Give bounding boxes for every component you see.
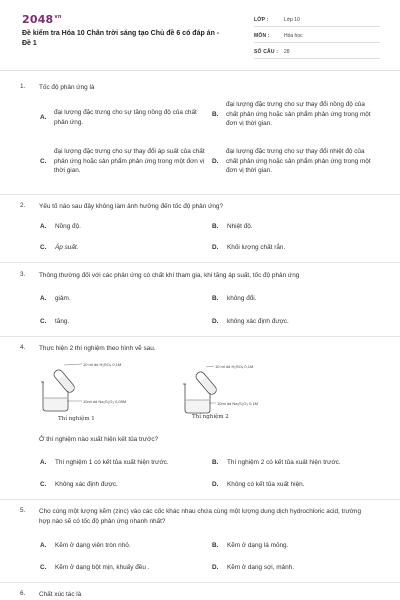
option-text: giảm. <box>55 295 71 302</box>
option-text: Kẽm ở dạng lá mỏng. <box>227 542 289 549</box>
option-label: D. <box>212 318 219 325</box>
meta-count-value: 28 <box>284 49 290 55</box>
option-label: C. <box>40 318 47 325</box>
question-stem: Thực hiện 2 thí nghiệm theo hình vẽ sau. <box>39 345 156 352</box>
question-stem: Cho cùng một lượng kẽm (zinc) vào các cốc khác nhau chứa cùng một lượng dung dịch hydrochloric acid, trường hợp nào sẽ có tốc độ phản ứng nhanh nhất? <box>39 508 362 525</box>
option-label: D. <box>212 158 219 165</box>
option-label: A. <box>40 223 47 230</box>
experiment-1-bottom-label: 10ml dd Na₂S₂O₃ 0,05M <box>83 399 127 404</box>
question-divider <box>0 262 400 263</box>
option-text: đại lượng đặc trưng cho sự thay đổi nhiệt độ của chất phản ứng hoặc sản phẩm phản ứng trong một đơn vị thời gian. <box>226 148 371 174</box>
experiment-1-caption: Thí nghiệm 1 <box>58 416 95 422</box>
question-divider <box>0 336 400 337</box>
meta-subject <box>254 33 380 39</box>
logo-suffix: vn <box>54 14 62 21</box>
question-divider <box>0 582 400 583</box>
option-text: Nhiệt độ. <box>227 223 253 230</box>
question-number: 3. <box>20 271 26 278</box>
option-label: A. <box>40 295 47 302</box>
option-text: Không xác định được. <box>55 481 118 488</box>
option-text: Kẽm ở dạng bột mịn, khuấy đều . <box>55 564 150 571</box>
question-number: 6. <box>20 590 26 597</box>
option-text: Khối lượng chất rắn. <box>227 244 286 251</box>
header-divider <box>0 70 400 71</box>
option-label: A. <box>40 459 47 466</box>
question-stem: Chất xúc tác là <box>39 591 82 598</box>
option-text: tăng. <box>55 318 70 325</box>
question-stem: Yếu tố nào sau đây không làm ảnh hưởng đến tốc độ phản ứng? <box>39 203 224 210</box>
option-label: B. <box>212 295 219 302</box>
option-text: Áp suất. <box>55 244 79 251</box>
question-number: 1. <box>20 83 26 90</box>
question-stem: Thông thường đối với các phản ứng có chất khí tham gia, khi tăng áp suất, tốc độ phản ứng <box>39 272 300 279</box>
option-label: C. <box>40 244 47 251</box>
meta-count-key: SỐ CÂU : <box>254 49 279 55</box>
option-label: C. <box>40 564 47 571</box>
document-title: Đề kiểm tra Hóa 10 Chân trời sáng tạo Chủ đề 6 có đáp án - Đề 1 <box>22 30 220 47</box>
question-number: 5. <box>20 507 26 514</box>
question-divider <box>0 499 400 500</box>
question-number: 2. <box>20 202 26 209</box>
meta-class-key: LỚP : <box>254 17 269 23</box>
meta-class-value: Lớp 10 <box>284 17 300 23</box>
question-number: 4. <box>20 344 26 351</box>
experiment-2-bottom-label: 10ml dd Na₂S₂O₃ 0,1M <box>217 401 258 406</box>
question-divider <box>0 194 400 195</box>
option-text: không xác định được. <box>227 318 289 325</box>
option-label: D. <box>212 564 219 571</box>
option-label: A. <box>40 542 47 549</box>
experiment-2-figure <box>180 362 310 428</box>
logo-text: 2048 <box>22 13 54 26</box>
option-text: đại lượng đặc trưng cho sự thay đổi nồng độ của chất phản ứng hoặc sản phẩm phản ứng trong một đơn vị thời gian. <box>226 101 371 127</box>
option-label: B. <box>212 111 219 118</box>
meta-divider <box>254 42 380 43</box>
option-text: Kẽm ở dạng viên tròn nhỏ. <box>55 542 131 549</box>
option-label: B. <box>212 542 219 549</box>
option-text: đại lượng đặc trưng cho sự thay đổi áp suất của chất phản ứng hoặc sản phẩm phản ứng trong một đơn vị thời gian. <box>54 148 205 174</box>
meta-divider <box>254 58 380 59</box>
site-logo[interactable] <box>22 13 62 26</box>
option-text: không đổi. <box>227 295 257 302</box>
question-sub-stem: Ở thí nghiệm nào xuất hiện kết tủa trước? <box>39 436 159 443</box>
option-text: Thí nghiệm 2 có kết tủa xuất hiện trước. <box>227 459 341 466</box>
option-label: D. <box>212 481 219 488</box>
option-text: đại lượng đặc trưng cho sự tăng nồng độ của chất phản ứng. <box>54 109 197 126</box>
page-header <box>0 0 400 66</box>
option-label: A. <box>40 114 47 121</box>
option-text: Nồng độ. <box>55 223 81 230</box>
experiment-2-caption: Thí nghiệm 2 <box>192 414 229 420</box>
option-text: Kẽm ở dạng sợi, mảnh. <box>227 564 294 571</box>
option-label: B. <box>212 459 219 466</box>
experiment-2-top-label: 10 ml dd H₂SO₄ 0,1M <box>215 364 254 369</box>
option-label: C. <box>40 158 47 165</box>
option-label: B. <box>212 223 219 230</box>
experiment-1-top-label: 10 ml dd H₂SO₄ 0,1M <box>83 362 122 367</box>
experiment-1-figure <box>38 360 168 426</box>
option-label: C. <box>40 481 47 488</box>
meta-subject-key: MÔN : <box>254 33 270 39</box>
option-text: Không có kết tủa xuất hiện. <box>227 481 305 488</box>
meta-count <box>254 49 380 55</box>
option-label: D. <box>212 244 219 251</box>
meta-class <box>254 17 380 23</box>
meta-divider <box>254 26 380 27</box>
question-stem: Tốc độ phản ứng là <box>39 84 95 91</box>
option-text: Thí nghiệm 1 có kết tủa xuất hiện trước. <box>55 459 169 466</box>
meta-subject-value: Hóa học <box>284 33 303 39</box>
